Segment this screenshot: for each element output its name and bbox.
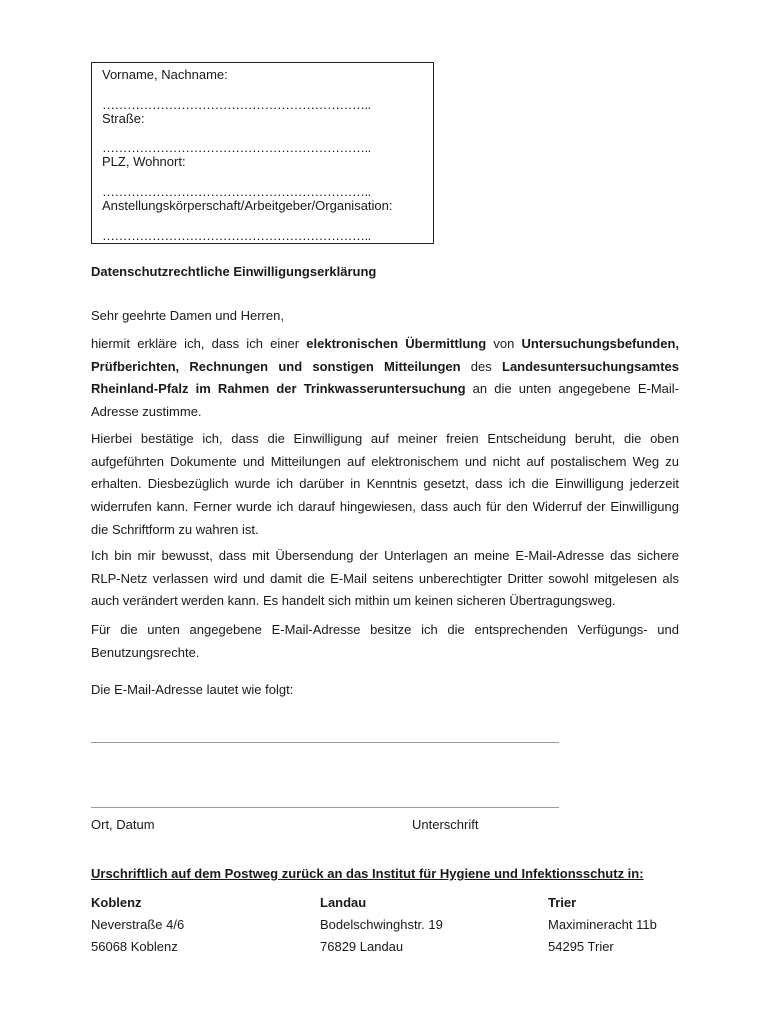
street-label: Straße: bbox=[102, 111, 145, 126]
paragraph-awareness: Ich bin mir bewusst, dass mit Übersendung der Unterlagen an meine E-Mail-Adresse das sichere RLP-Netz verlassen wird und damit die E-Mail seitens unberechtigter Dritter sowohl mitgelesen als auch verändert werden kann. Es handelt sich mithin um keinen sicheren Übertragungsweg. bbox=[91, 548, 679, 609]
street-dots[interactable]: ……………………………………………………….. bbox=[102, 140, 371, 155]
email-label: Die E-Mail-Adresse lautet wie folgt: bbox=[91, 682, 294, 697]
location-city-landau: Landau bbox=[320, 895, 367, 910]
location-zip-trier: 54295 Trier bbox=[548, 939, 614, 954]
salutation: Sehr geehrte Damen und Herren, bbox=[91, 308, 284, 323]
signature-line[interactable] bbox=[91, 807, 559, 808]
institute-heading: Urschriftlich auf dem Postweg zurück an das Institut für Hygiene und Infektionsschutz in: bbox=[91, 866, 644, 881]
email-input-line[interactable] bbox=[91, 742, 559, 743]
document-title: Datenschutzrechtliche Einwilligungserklärung bbox=[91, 264, 377, 279]
place-date-label: Ort, Datum bbox=[91, 817, 155, 832]
para1-bold-2: Untersuchungsbefunden, Prüfberichten, Rechnungen und sonstigen Mitteilungen bbox=[91, 336, 679, 374]
employer-dots[interactable]: ……………………………………………………….. bbox=[102, 228, 371, 243]
name-dots[interactable]: ……………………………………………………….. bbox=[102, 97, 371, 112]
para1-bold-3: Landesuntersuchungsamtes Rheinland-Pfalz im Rahmen der Trinkwasseruntersuchung bbox=[91, 358, 679, 397]
location-city-koblenz: Koblenz bbox=[91, 895, 142, 910]
paragraph-confirmation: Hierbei bestätige ich, dass die Einwilligung auf meiner freien Entscheidung beruht, die oben aufgeführten Dokumente und Mitteilungen auf elektronischem und nicht auf postalischem Weg zu erhalten. Diesbezüglich wurde ich darüber in Kenntnis gesetzt, dass ich die Einwilligung jederzeit widerrufen kann. Ferner wurde ich darauf hingewiesen, dass auch für den Widerruf der Einwilligung die Schriftform zu wahren ist. bbox=[91, 431, 679, 537]
city-dots[interactable]: ……………………………………………………….. bbox=[102, 184, 371, 199]
location-street-koblenz: Neverstraße 4/6 bbox=[91, 917, 185, 932]
para1-text-2: von bbox=[486, 336, 522, 351]
location-city-trier: Trier bbox=[548, 895, 577, 910]
para1-text-4: an die unten angegebene E-Mail-Adresse zustimme. bbox=[91, 381, 679, 420]
para1-text-3: des bbox=[460, 358, 502, 374]
paragraph-consent bbox=[91, 333, 679, 424]
location-zip-koblenz: 56068 Koblenz bbox=[91, 939, 178, 954]
location-street-landau: Bodelschwinghstr. 19 bbox=[320, 917, 443, 932]
location-zip-landau: 76829 Landau bbox=[320, 939, 404, 954]
para1-text-1: hiermit erkläre ich, dass ich einer bbox=[91, 336, 307, 351]
paragraph-rights: Für die unten angegebene E-Mail-Adresse besitze ich die entsprechenden Verfügungs- und Benutzungsrechte. bbox=[91, 622, 679, 660]
name-label: Vorname, Nachname: bbox=[102, 67, 228, 82]
employer-label: Anstellungskörperschaft/Arbeitgeber/Organisation: bbox=[102, 198, 393, 213]
signature-label: Unterschrift bbox=[412, 817, 479, 832]
location-street-trier: Maximineracht 11b bbox=[548, 917, 657, 932]
address-box bbox=[91, 62, 434, 244]
city-label: PLZ, Wohnort: bbox=[102, 154, 186, 169]
para1-bold-1: elektronischen Übermittlung bbox=[306, 336, 487, 351]
